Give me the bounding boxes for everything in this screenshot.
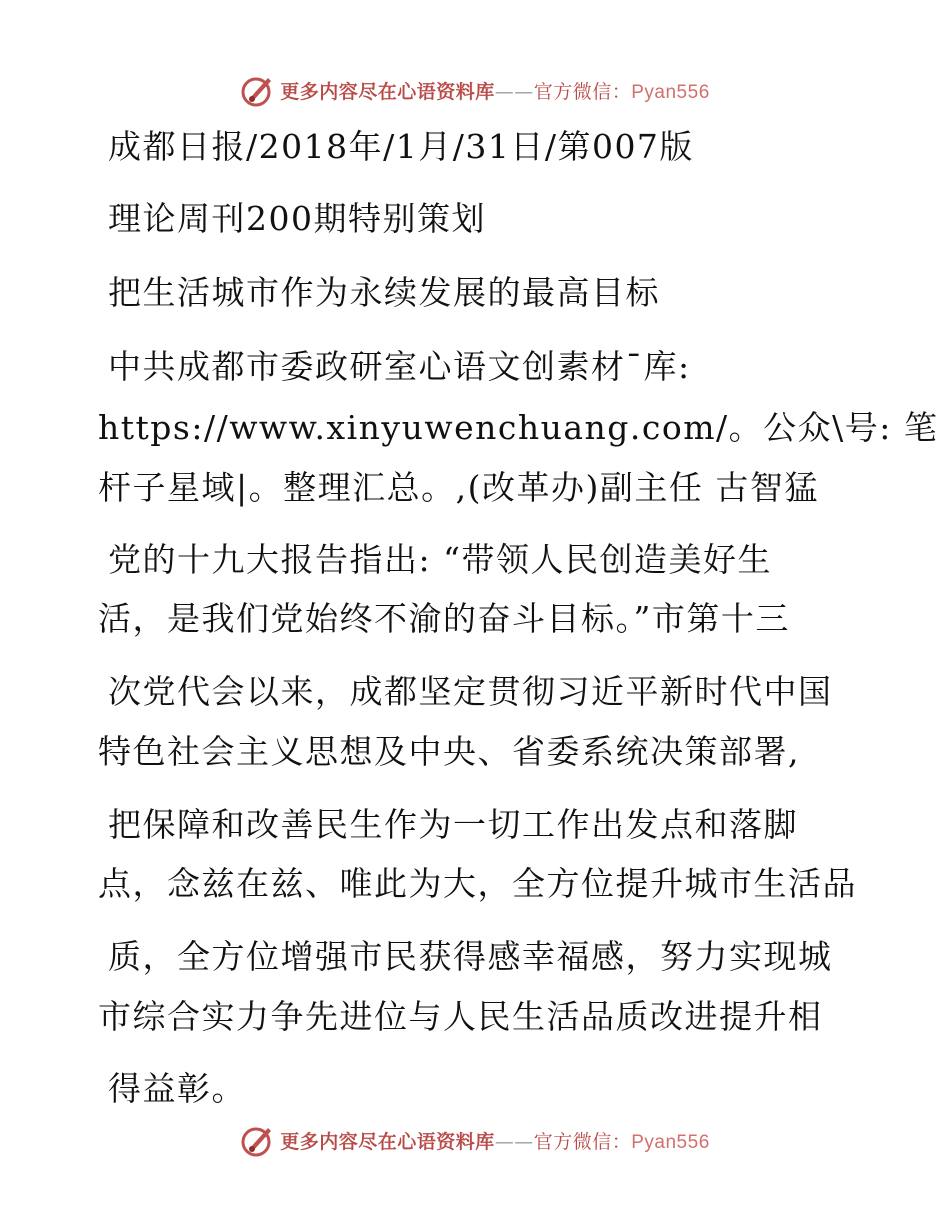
paragraph-line: 得益彰。	[108, 1069, 246, 1108]
brush-logo-icon	[240, 1122, 276, 1158]
brush-logo-icon	[240, 72, 276, 108]
watermark-text: 更多内容尽在心语资料库——官方微信：Pyan556	[280, 1130, 710, 1153]
author-line: https://www.xinyuwenchuang.com/。公众\号: 笔	[98, 408, 939, 447]
watermark-text: 更多内容尽在心语资料库——官方微信：Pyan556	[280, 80, 710, 103]
publication-info: 成都日报/2018年/1月/31日/第007版	[108, 127, 694, 166]
header-watermark-banner	[0, 70, 950, 110]
paragraph-line: 市综合实力争先进位与人民生活品质改进提升相	[98, 997, 823, 1036]
paragraph-line: 质，全方位增强市民获得感幸福感，努力实现城	[108, 937, 833, 976]
paragraph-line: 次党代会以来，成都坚定贯彻习近平新时代中国	[108, 672, 833, 711]
column-title: 理论周刊200期特别策划	[108, 199, 486, 238]
paragraph-line: 点，念兹在兹、唯此为大，全方位提升城市生活品	[98, 864, 857, 903]
author-line: 中共成都市委政研室心语文创素材¯库:	[108, 347, 691, 386]
paragraph-line: 特色社会主义思想及中央、省委系统决策部署,	[98, 732, 800, 771]
author-line: 杆子星域|。整理汇总。,(改革办)副主任 古智猛	[98, 468, 819, 507]
paragraph-line: 党的十九大报告指出: “带领人民创造美好生	[108, 540, 772, 579]
article-headline: 把生活城市作为永续发展的最高目标	[108, 273, 660, 312]
footer-watermark-banner	[0, 1120, 950, 1160]
paragraph-line: 活，是我们党始终不渝的奋斗目标。”市第十三	[98, 599, 790, 638]
paragraph-line: 把保障和改善民生作为一切工作出发点和落脚	[108, 805, 798, 844]
